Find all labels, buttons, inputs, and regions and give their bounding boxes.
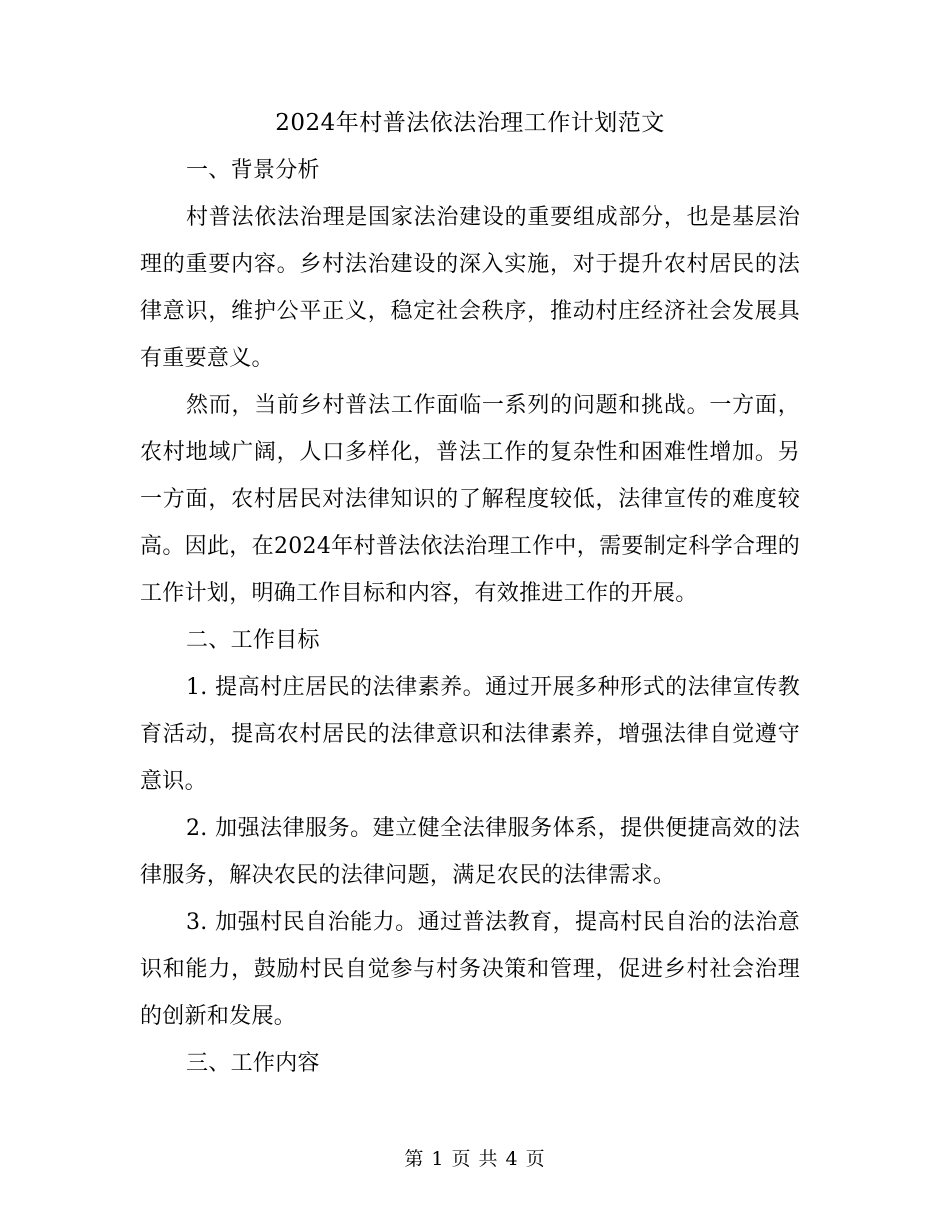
document-title: 2024年村普法依法治理工作计划范文 — [275, 110, 665, 136]
section-heading-background: 一、背景分析 — [186, 158, 320, 183]
section-heading-goals: 二、工作目标 — [186, 628, 320, 653]
goal-item: 3. 加强村民自治能力。通过普法教育，提高村民自治的法治意识和能力，鼓励村民自觉参与村务决策和管理，促进乡村社会治理的创新和发展。 — [140, 910, 800, 1029]
paragraph: 村普法依法治理是国家法治建设的重要组成部分，也是基层治理的重要内容。乡村法治建设的深入实施，对于提升农村居民的法律意识，维护公平正义，稳定社会秩序，推动村庄经济社会发展具有重要意义。 — [140, 205, 800, 371]
page-number-footer: 第 1 页 共 4 页 — [404, 1148, 546, 1170]
goal-item: 2. 加强法律服务。建立健全法律服务体系，提供便捷高效的法律服务，解决农民的法律问题，满足农民的法律需求。 — [140, 816, 800, 888]
document-body — [140, 100, 800, 1087]
section-heading-content: 三、工作内容 — [186, 1051, 320, 1076]
paragraph: 然而，当前乡村普法工作面临一系列的问题和挑战。一方面，农村地域广阔，人口多样化，普法工作的复杂性和困难性增加。另一方面，农村居民对法律知识的了解程度较低，法律宣传的难度较高。因此，在2024年村普法依法治理工作中，需要制定科学合理的工作计划，明确工作目标和内容，有效推进工作的开展。 — [140, 393, 800, 606]
goal-item: 1. 提高村庄居民的法律素养。通过开展多种形式的法律宣传教育活动，提高农村居民的法律意识和法律素养，增强法律自觉遵守意识。 — [140, 675, 800, 794]
